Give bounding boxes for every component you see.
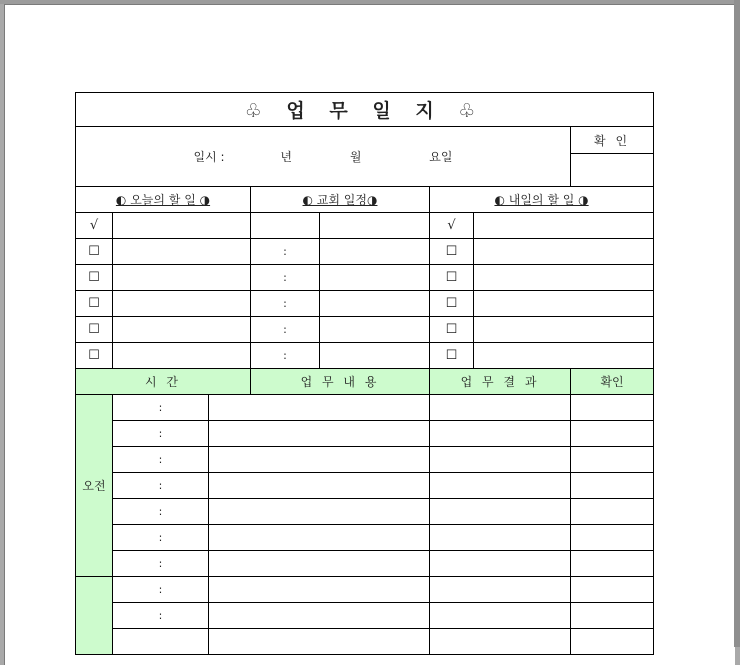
church-event-cell[interactable] <box>320 291 430 317</box>
tomorrow-check-mark[interactable]: √ <box>430 213 474 239</box>
tomorrow-task-cell[interactable] <box>474 213 654 239</box>
work-content-cell[interactable] <box>209 603 430 629</box>
church-time-cell[interactable]: : <box>251 343 320 369</box>
today-task-cell[interactable] <box>113 291 251 317</box>
date-line[interactable] <box>76 127 571 187</box>
weekday-label: 요일 <box>429 150 453 164</box>
today-task-cell[interactable] <box>113 213 251 239</box>
time-cell[interactable]: : <box>113 395 209 421</box>
time-cell[interactable]: : <box>113 499 209 525</box>
tomorrow-checkbox[interactable]: ☐ <box>430 317 474 343</box>
work-result-cell[interactable] <box>430 525 571 551</box>
log-confirm-cell[interactable] <box>571 577 654 603</box>
tomorrow-task-cell[interactable] <box>474 239 654 265</box>
today-task-cell[interactable] <box>113 265 251 291</box>
time-cell[interactable]: : <box>113 603 209 629</box>
work-content-cell[interactable] <box>209 395 430 421</box>
work-log-table <box>75 92 654 655</box>
confirm-header: 확 인 <box>571 127 654 154</box>
date-label: 일시 : <box>193 150 225 164</box>
time-header: 시 간 <box>76 369 251 395</box>
time-cell[interactable]: : <box>113 551 209 577</box>
work-content-cell[interactable] <box>209 629 430 655</box>
log-confirm-cell[interactable] <box>571 473 654 499</box>
today-task-cell[interactable] <box>113 343 251 369</box>
church-event-cell[interactable] <box>320 213 430 239</box>
today-checkbox[interactable]: ☐ <box>76 317 113 343</box>
church-time-cell[interactable]: : <box>251 265 320 291</box>
confirm-sign-cell[interactable] <box>571 154 654 187</box>
tomorrow-checkbox[interactable]: ☐ <box>430 239 474 265</box>
work-result-cell[interactable] <box>430 551 571 577</box>
log-confirm-cell[interactable] <box>571 525 654 551</box>
church-event-cell[interactable] <box>320 265 430 291</box>
today-header: ◐ 오늘의 할 일 ◑ <box>76 187 251 213</box>
church-event-cell[interactable] <box>320 317 430 343</box>
log-confirm-cell[interactable] <box>571 629 654 655</box>
tomorrow-checkbox[interactable]: ☐ <box>430 343 474 369</box>
church-time-cell[interactable]: : <box>251 317 320 343</box>
time-cell[interactable]: : <box>113 421 209 447</box>
work-result-cell[interactable] <box>430 629 571 655</box>
church-schedule-header: ◐ 교회 일정◑ <box>251 187 430 213</box>
tomorrow-task-cell[interactable] <box>474 291 654 317</box>
document-title: ♧ 업 무 일 지 ♧ <box>76 93 654 127</box>
time-cell[interactable]: : <box>113 525 209 551</box>
log-confirm-cell[interactable] <box>571 421 654 447</box>
work-result-cell[interactable] <box>430 499 571 525</box>
church-event-cell[interactable] <box>320 343 430 369</box>
tomorrow-task-cell[interactable] <box>474 265 654 291</box>
today-checkbox[interactable]: ☐ <box>76 239 113 265</box>
work-result-cell[interactable] <box>430 447 571 473</box>
afternoon-label <box>76 577 113 655</box>
today-task-cell[interactable] <box>113 239 251 265</box>
tomorrow-task-cell[interactable] <box>474 343 654 369</box>
log-confirm-cell[interactable] <box>571 447 654 473</box>
today-checkbox[interactable]: ☐ <box>76 291 113 317</box>
work-content-cell[interactable] <box>209 473 430 499</box>
log-confirm-cell[interactable] <box>571 499 654 525</box>
work-content-cell[interactable] <box>209 499 430 525</box>
tomorrow-checkbox[interactable]: ☐ <box>430 291 474 317</box>
log-confirm-cell[interactable] <box>571 603 654 629</box>
log-confirm-cell[interactable] <box>571 395 654 421</box>
work-result-cell[interactable] <box>430 603 571 629</box>
work-result-cell[interactable] <box>430 421 571 447</box>
tomorrow-task-cell[interactable] <box>474 317 654 343</box>
work-content-cell[interactable] <box>209 577 430 603</box>
window-frame-right <box>734 0 740 647</box>
time-cell[interactable]: : <box>113 577 209 603</box>
work-content-cell[interactable] <box>209 551 430 577</box>
today-checkbox[interactable]: ☐ <box>76 265 113 291</box>
time-cell[interactable]: : <box>113 473 209 499</box>
today-task-cell[interactable] <box>113 317 251 343</box>
church-time-cell[interactable]: : <box>251 239 320 265</box>
work-result-header: 업 무 결 과 <box>430 369 571 395</box>
time-cell[interactable]: : <box>113 447 209 473</box>
morning-label: 오전 <box>76 395 113 577</box>
tomorrow-header: ◐ 내일의 할 일 ◑ <box>430 187 654 213</box>
church-event-cell[interactable] <box>320 239 430 265</box>
tomorrow-checkbox[interactable]: ☐ <box>430 265 474 291</box>
work-content-cell[interactable] <box>209 421 430 447</box>
church-time-cell[interactable]: : <box>251 291 320 317</box>
log-confirm-cell[interactable] <box>571 551 654 577</box>
work-content-cell[interactable] <box>209 525 430 551</box>
today-checkbox[interactable]: ☐ <box>76 343 113 369</box>
month-label: 월 <box>349 150 362 164</box>
year-label: 년 <box>280 150 293 164</box>
work-content-header: 업 무 내 용 <box>251 369 430 395</box>
work-content-cell[interactable] <box>209 447 430 473</box>
church-time-cell[interactable] <box>251 213 320 239</box>
log-confirm-header: 확인 <box>571 369 654 395</box>
work-result-cell[interactable] <box>430 577 571 603</box>
time-cell[interactable] <box>113 629 209 655</box>
today-check-mark[interactable]: √ <box>76 213 113 239</box>
work-result-cell[interactable] <box>430 473 571 499</box>
work-result-cell[interactable] <box>430 395 571 421</box>
